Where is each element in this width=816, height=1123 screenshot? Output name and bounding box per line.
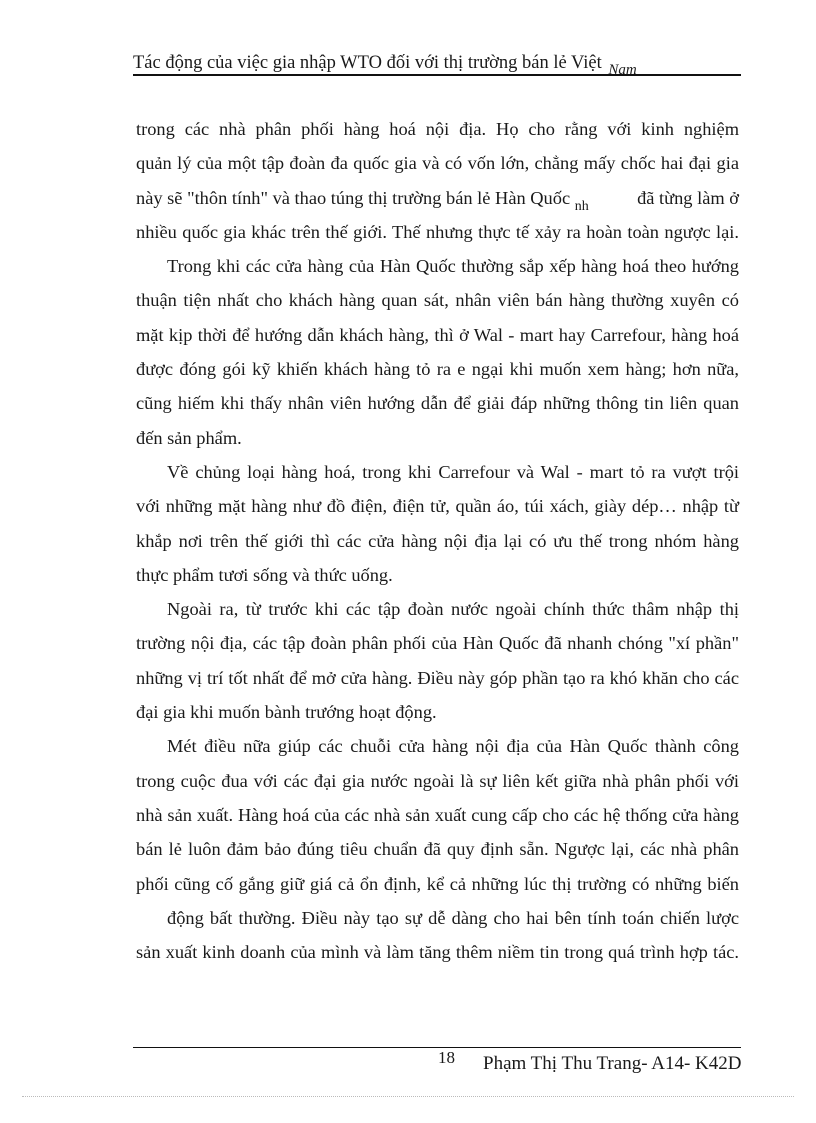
paragraph-1	[136, 112, 739, 249]
running-header	[133, 50, 741, 77]
paragraph-3	[136, 455, 739, 592]
text-line: cũng hiếm khi thấy nhân viên hướng dẫn để giải đáp những thông tin liên quan	[136, 393, 739, 414]
text-line: khắp nơi trên thế giới thì các cửa hàng nội địa lại có ưu thế trong nhóm hàng	[136, 530, 739, 551]
text-line: Trong khi các cửa hàng của Hàn Quốc thường sắp xếp hàng hoá theo hướng	[167, 256, 739, 277]
footer-rule	[133, 1047, 741, 1048]
text-line: nhà sản xuất. Hàng hoá của các nhà sản xuất cung cấp cho các hệ thống cửa hàng	[136, 804, 739, 825]
header-title: Tác động của việc gia nhập WTO đối với thị trường bán lẻ Việt	[133, 53, 602, 73]
text-line: thuận tiện nhất cho khách hàng quan sát, nhân viên bán hàng thường xuyên có	[136, 290, 739, 311]
text-line: động bất thường. Điều này tạo sự dễ dàng cho hai bên tính toán chiến lược	[167, 907, 739, 928]
text-line-start: này sẽ "thôn tính" và thao túng thị trường bán lẻ Hàn Quốc	[136, 187, 571, 208]
text-line: đến sản phẩm.	[136, 427, 242, 448]
text-line: sản xuất kinh doanh của mình và làm tăng thêm niềm tin trong quá trình hợp tác.	[136, 942, 739, 963]
text-line: nhiều quốc gia khác trên thế giới. Thế nhưng thực tế xảy ra hoàn toàn ngược lại.	[136, 221, 739, 242]
text-line: Mét điều nữa giúp các chuỗi cửa hàng nội địa của Hàn Quốc thành công	[167, 736, 739, 757]
paragraph-2	[136, 249, 739, 455]
text-line: mặt kịp thời để hướng dẫn khách hàng, thì ở Wal - mart hay Carrefour, hàng hoá	[136, 324, 739, 345]
text-line: những vị trí tốt nhất để mở cửa hàng. Điều này góp phần tạo ra khó khăn cho các	[136, 667, 739, 688]
text-line-main	[136, 181, 589, 215]
text-line-end: đã từng làm ở	[637, 187, 739, 208]
text-line: với những mặt hàng như đồ điện, điện tử, quần áo, túi xách, giày dép… nhập từ	[136, 496, 739, 517]
text-line: thực phẩm tươi sống và thức uống.	[136, 564, 393, 585]
page-number: 18	[438, 1048, 455, 1067]
text-line: bán lẻ luôn đảm bảo đúng tiêu chuẩn đã quy định sẵn. Ngược lại, các nhà phân	[136, 839, 739, 860]
body-text	[136, 112, 739, 969]
paragraph-5	[136, 729, 739, 969]
text-line: trường nội địa, các tập đoàn phân phối của Hàn Quốc đã nhanh chóng "xí phần"	[136, 633, 739, 654]
text-line	[136, 181, 739, 215]
text-line: quản lý của một tập đoàn đa quốc gia và có vốn lớn, chẳng mấy chốc hai đại gia	[136, 153, 739, 174]
text-line: trong các nhà phân phối hàng hoá nội địa. Họ cho rằng với kinh nghiệm	[136, 119, 739, 139]
text-line: phối cũng cố gắng giữ giá cả ổn định, kể cả những lúc thị trường có những biến	[136, 873, 739, 894]
page-border-line	[22, 1096, 794, 1097]
paragraph-4	[136, 592, 739, 729]
text-line: Về chủng loại hàng hoá, trong khi Carrefour và Wal - mart tỏ ra vượt trội	[167, 461, 739, 482]
footer-author: Phạm Thị Thu Trang- A14- K42D	[483, 1053, 742, 1074]
text-line: được đóng gói kỹ khiến khách hàng tỏ ra e ngại khi muốn xem hàng; hơn nữa,	[136, 359, 739, 380]
header-rule	[133, 74, 741, 76]
header-title-script: Nam	[608, 62, 637, 78]
subscript-fragment: nh	[574, 198, 589, 214]
text-line: trong cuộc đua với các đại gia nước ngoài là sự liên kết giữa nhà phân phối với	[136, 770, 739, 791]
text-line: đại gia khi muốn bành trướng hoạt động.	[136, 702, 437, 723]
text-line: Ngoài ra, từ trước khi các tập đoàn nước ngoài chính thức thâm nhập thị	[167, 599, 739, 620]
